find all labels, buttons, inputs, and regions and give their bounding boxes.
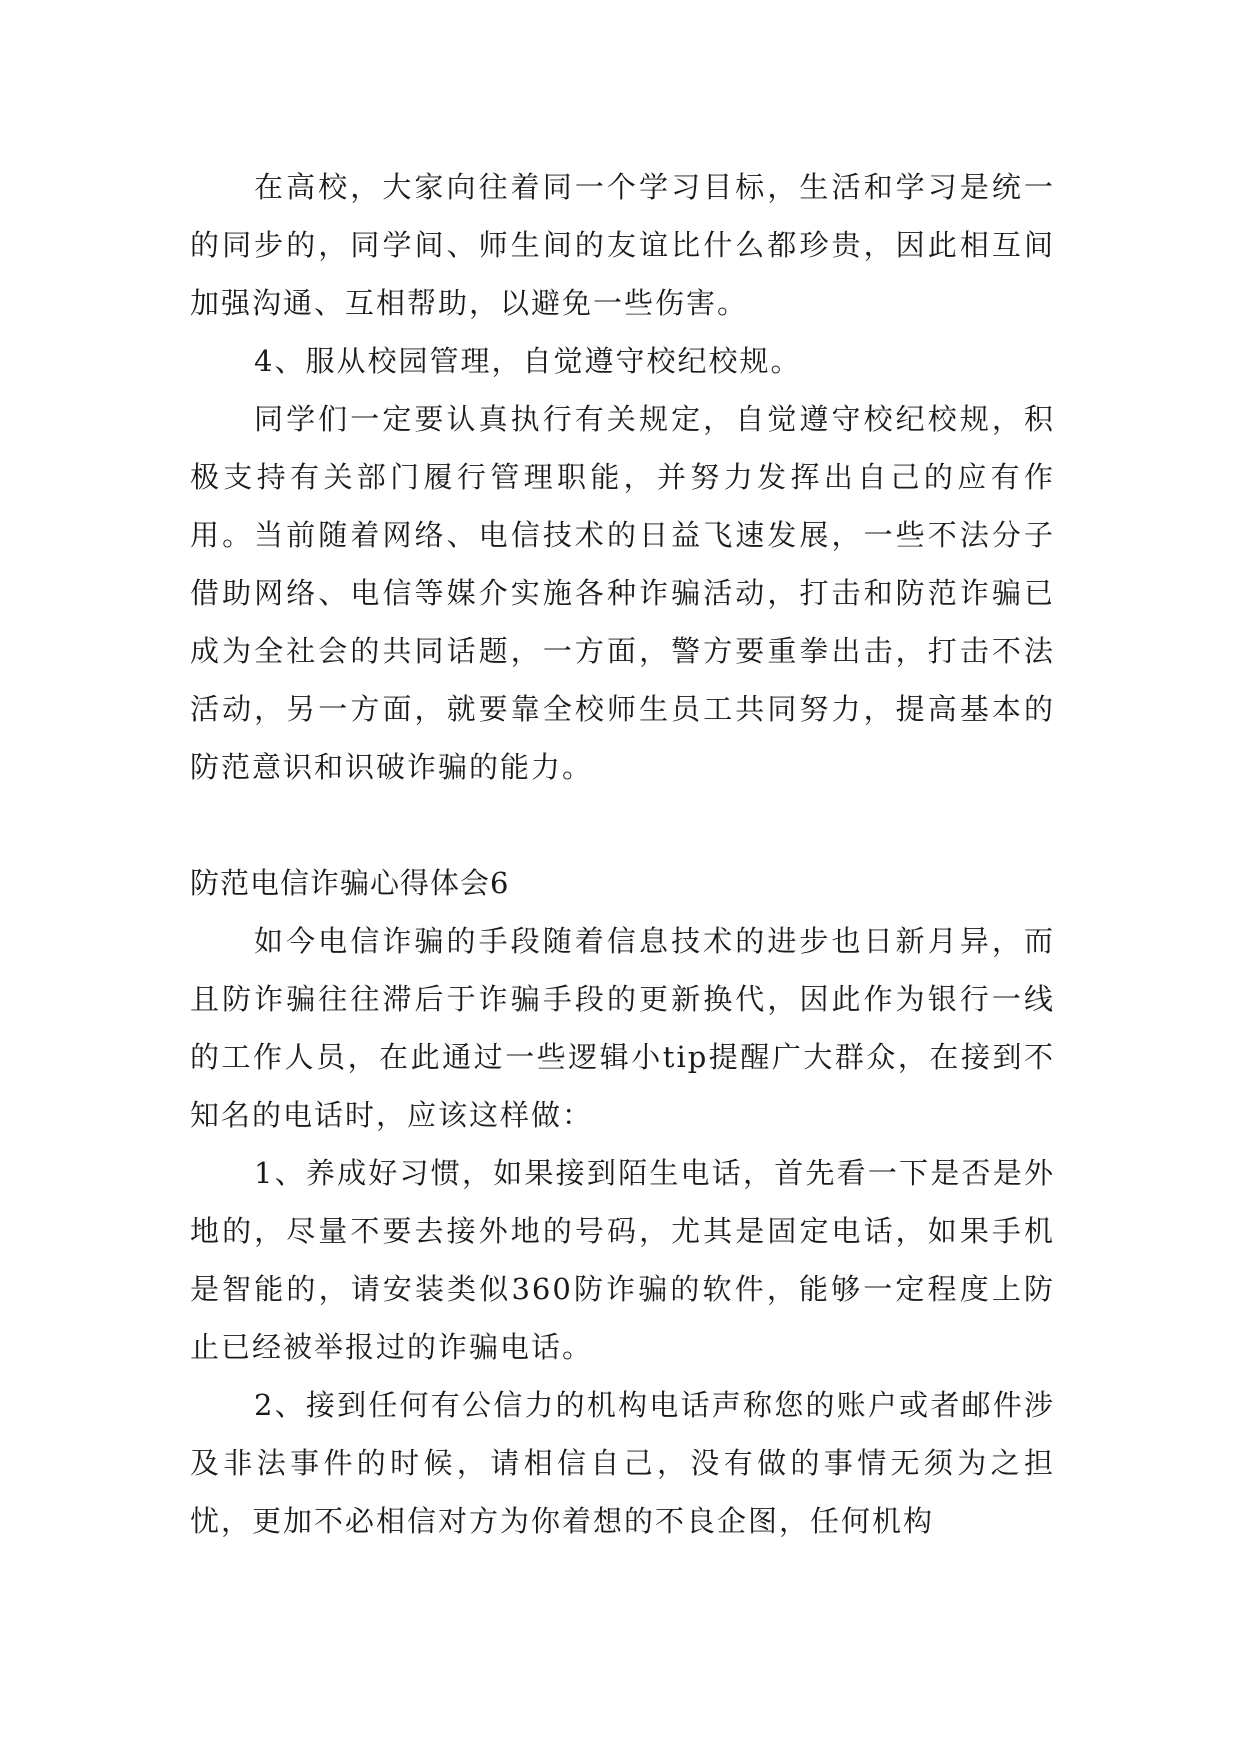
- section-heading: 防范电信诈骗心得体会6: [190, 866, 510, 900]
- document-page: [190, 158, 1055, 1550]
- paragraph-telecom-fraud-intro: 如今电信诈骗的手段随着信息技术的进步也日新月异，而且防诈骗往往滞后于诈骗手段的更新换代，因此作为银行一线的工作人员，在此通过一些逻辑小tip提醒广大群众，在接到不知名的电话时，应该这样做：: [190, 924, 1055, 1132]
- paragraph-school-rules: 同学们一定要认真执行有关规定，自觉遵守校纪校规，积极支持有关部门履行管理职能，并努力发挥出自己的应有作用。当前随着网络、电信技术的日益飞速发展，一些不法分子借助网络、电信等媒介实施各种诈骗活动，打击和防范诈骗已成为全社会的共同话题，一方面，警方要重拳出击，打击不法活动，另一方面，就要靠全校师生员工共同努力，提高基本的防范意识和识破诈骗的能力。: [190, 402, 1055, 784]
- paragraph-campus-friendship: 在高校，大家向往着同一个学习目标，生活和学习是统一的同步的，同学间、师生间的友谊比什么都珍贵，因此相互间加强沟通、互相帮助，以避免一些伤害。: [190, 170, 1055, 320]
- paragraph-rule-4-heading: 4、服从校园管理，自觉遵守校纪校规。: [254, 344, 802, 378]
- paragraph-tip-2: 2、接到任何有公信力的机构电话声称您的账户或者邮件涉及非法事件的时候，请相信自己，没有做的事情无须为之担忧，更加不必相信对方为你着想的不良企图，任何机构: [190, 1388, 1055, 1538]
- paragraph-tip-1: 1、养成好习惯，如果接到陌生电话，首先看一下是否是外地的，尽量不要去接外地的号码，尤其是固定电话，如果手机是智能的，请安装类似360防诈骗的软件，能够一定程度上防止已经被举报过的诈骗电话。: [190, 1156, 1055, 1364]
- section-gap: [190, 796, 1055, 854]
